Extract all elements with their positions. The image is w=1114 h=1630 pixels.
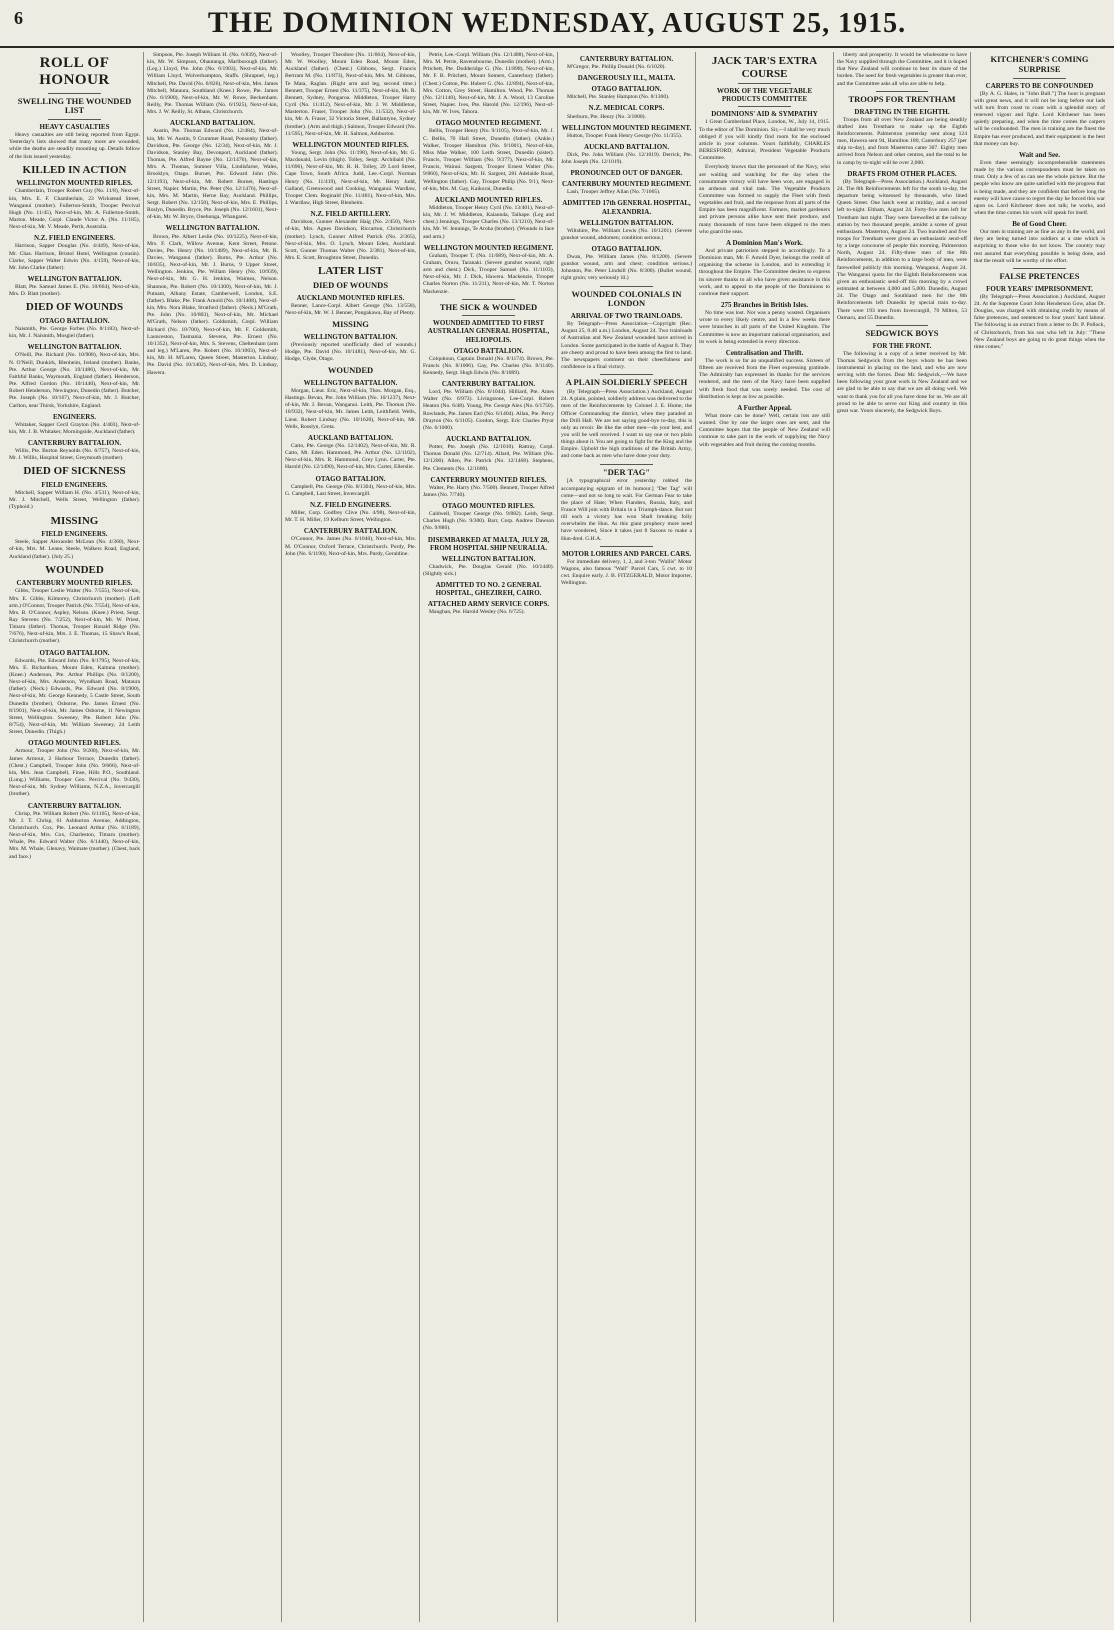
article-crosshead: A Dominion Man's Work.: [726, 238, 803, 247]
unit-heading: AUCKLAND MOUNTED RIFLES.: [434, 195, 543, 204]
page-number: 6: [14, 8, 23, 28]
casualty-entries: Sherburn, Pte. Henry (No. 3/1800).: [567, 113, 646, 120]
article-headline: A PLAIN SOLDIERLY SPEECH: [565, 377, 688, 388]
casualty-entries: Lash, Trooper Jeffrey Allan (No. 7/1065).: [567, 189, 661, 196]
unit-heading: ATTACHED ARMY SERVICE CORPS.: [427, 600, 550, 609]
masthead: [0, 0, 1114, 48]
divider: [600, 374, 652, 375]
column-6: [695, 52, 833, 1622]
column-1: [6, 52, 143, 1622]
casualty-entries: Dwan, Pte. William James (No. 8/1200). (Severe gunshot wound, arm and chest; condition serious.) Johnston, Pte. Peter Lindsill (No. 8/300). (Bullet wound, right groin; very seriously ill.): [561, 253, 692, 282]
casualty-entries: Willis, Pte. Burton Reynolds (No. 6/757), Next-of-kin, Mr. J. Willis, Hospital Street, Greymouth (mother).: [9, 448, 140, 462]
divider: [876, 91, 928, 92]
article-body: No time was lost. Nor was a penny wasted. Organisers wrote to every likely centre, and in a few weeks there were branches in all parts of the United Kingdom. The Committee is now an important national organisation, and its work is being extended in every direction.: [699, 310, 830, 345]
section-heading: KILLED IN ACTION: [22, 163, 127, 176]
article-body: [By A. G. Hales, in "John Bull."] The hour is pregnant with great news, and it will not be long before our lads will turn from coast to coast with a splendid story of renewed vigour and fight. Lord Kitchener has been quietly preparing, and when the time comes the carpers will be confounded. The men in training are the finest the Empire has ever produced, and their equipment is the best that money can buy.: [974, 90, 1105, 147]
divider: [600, 546, 652, 547]
unit-heading: AUCKLAND BATTALION.: [170, 119, 255, 128]
casualty-entries: Wiltshire, Pte. William Lewis (No. 10/1201). (Severe gunshot wound, abdomen; condition serious.): [561, 227, 692, 241]
unit-heading: CANTERBURY BATTALION.: [27, 439, 122, 448]
article-body: Everybody knows that the personnel of the Navy, who are waiting and watching for the day when the consummate victory will have been won, are engaged in an arduous and vital task. The Vegetable Products Committee was formed to supply the Fleet with fresh vegetables and fruit, and the response from all parts of the Empire has been magnificent. Farmers, market gardeners and private persons alike have sent their produce, and many thousands of tons have been shipped to the men who guard the seas.: [699, 164, 830, 235]
unit-heading: OTAGO BATTALION.: [453, 346, 524, 355]
casualty-entries: Austin, Pte. Thomas Edward (No. 12/484), Next-of-kin, Mr. W. Austin, 9 Crummer Road, Ponsonby (father). Davidson, Pte. George (No. 12/34), Next-of-kin, Mr. J. Davidson, Stanley Bay, Devonport, Auckland (father). Thomas, Pte. Alfred Bayne (No. 12/1476), Next-of-kin, Mrs. A. Thomas, Sumner Villa, Lindisfarne, Wales, Brooklyn, Otago. Burnet, Pte. Edward John (No. 12/1193), Next-of-kin, Mr. Robert Burnet, Hastings Street, Napier. Martin, Pte. Peter (No. 12/1476), Next-of-kin, Mrs. M. Martin, Herne Bay, Auckland. Phillips, Sergt. Robert (No. 12/150), Next-of-kin, Mrs. E. Phillips, Roslyn, Dunedin. Bryce, Pte. Joseph (No. 12/1601), Next-of-kin, Mr. W. Bryce, Onehunga, Whangarei.: [147, 128, 278, 221]
article-crosshead: DRAFTS FROM OTHER PLACES.: [847, 169, 957, 178]
article-headline: WOUNDED COLONIALS IN LONDON: [571, 288, 682, 309]
casualty-entries: Steele, Sapper Alexander McLean (No. 4/360), Next-of-kin, Mrs. M. Leane, Steele, Walkers Road, England, Auckland (father). (July 25.): [9, 539, 140, 560]
unit-heading: WELLINGTON BATTALION.: [303, 378, 398, 387]
section-heading: ADMITTED 17th GENERAL HOSPITAL, ALEXANDRIA.: [562, 199, 691, 216]
unit-heading: OTAGO BATTALION.: [591, 244, 662, 253]
article-crosshead: Centralisation and Thrift.: [725, 348, 804, 357]
unit-heading: CANTERBURY BATTALION.: [303, 527, 398, 536]
section-heading: MISSING: [332, 318, 369, 329]
unit-heading: FIELD ENGINEERS.: [41, 481, 108, 490]
unit-heading: CANTERBURY MOUNTED RIFLES.: [16, 579, 133, 588]
unit-heading: WELLINGTON BATTALION.: [441, 554, 536, 563]
advertisement-body: For immediate delivery, 1, 2, and 3-ton "Wallis" Motor Wagons, also famous "Wall" Parcel Cars, 5 cwt. to 10 cwt. Enquire early. J. B. FITZGERALD, Motor Importer, Wellington.: [561, 558, 692, 587]
casualty-entries: Gibbs, Trooper Leslie Walter (No. 7/555), Next-of-kin, Mrs. E. Gibbs, Kilmorey, Christchurch (mother). (Left arm.) O'Connor, Trooper Patrick (No. 7/554), Next-of-kin, Mrs. B. O'Connor, Aspley, Nelson. (Knee.) Priest, Sergt. Ray Stevens (No. 7/252), Next-of-kin, Mr. W. Priest, Timaru (father). Thomas, Trooper Ronald Ridge (No. 7/676), Next-of-kin, Mrs. J. E. Thomas, 15 Shaw's Road, Christchurch (mother).: [9, 588, 140, 645]
newspaper-name: THE DOMINION: [207, 6, 455, 39]
section-heading: THE SICK & WOUNDED: [439, 301, 538, 312]
unit-heading: ENGINEERS.: [53, 412, 96, 421]
unit-heading: OTAGO BATTALION.: [315, 474, 386, 483]
casualty-entries: Miller, Corp. Godfrey Clive (No. 4/98), Next-of-kin, Mr. T. H. Miller, 19 Kelburn Street, Wellington.: [285, 510, 416, 524]
divider: [462, 299, 514, 300]
article-subheadline: FOUR YEARS' IMPRISONMENT.: [986, 284, 1093, 293]
unit-heading: WELLINGTON BATTALION.: [303, 332, 398, 341]
article-body: Our men in training are as fine as any in the world, and they are being turned into soldiers at a rate which is surprising to those who do not know. The country may rest assured that everything possible is being done, and that the result will be worthy of the effort.: [974, 229, 1105, 264]
casualty-entries: Davidson, Gunner Alexander Haig (No. 2/450), Next-of-kin, Mrs. Agnes Davidson, Riccarton, Christchurch (mother). Lynch, Gunner Alfred Patrick (No. 2/365), Next-of-kin, Mrs. O. Lynch, Mount Eden, Auckland. Scott, Gunner Thomas Walter (No. 2/381), Next-of-kin, Mrs. E. Scott, Broughton Street, Dunedin.: [285, 219, 416, 261]
dateline: WEDNESDAY, AUGUST 25, 1915.: [461, 8, 907, 39]
article-body: The work is so far an unqualified success. Sixteen of fifteen are received from the Fleet expressing gratitude. The Admiralty has expressed its thanks for the services rendered, and the men of the Navy have been supplied with fresh food that was sorely needed. The cost of distribution is kept as low as possible.: [699, 357, 830, 400]
casualty-entries: Walter, Pte. Harry (No. 7/500). Bennett, Trooper Alfred James (No. 7/740).: [423, 484, 554, 498]
casualty-entries: Middleton, Trooper Henry Cyril (No. 13/401), Next-of-kin, Mr. J. W. Middleton, Kaiaunda, Taihape. (Leg and chest.) Jennings, Trooper Charles (No. 13/1210), Next-of-kin, Mr. W. Jennings, Te Aroha (brother). (Wounds in face and arm.): [423, 204, 554, 240]
column-5: [557, 52, 695, 1622]
section-heading: WOUNDED: [327, 365, 374, 376]
unit-heading: OTAGO MOUNTED REGIMENT.: [435, 119, 542, 128]
unit-heading: CANTERBURY BATTALION.: [579, 55, 674, 63]
unit-heading: AUCKLAND BATTALION.: [308, 433, 393, 442]
article-crosshead: Wait and See.: [1018, 150, 1061, 159]
unit-heading: WELLINGTON BATTALION.: [165, 224, 260, 233]
casualty-entries: Brown, Pte. Albert Leslie (No. 10/1225), Next-of-kin, Mrs. F. Clark, Willow Avenue, Kent Street, Petone. Davies, Pte. Henry (No. 10/1489), Next-of-kin, Mr. R. Davies, Wanganui (father). Burns, Pte. Arthur (No. 10/835), Next-of-kin, Mr. J. Burns, 9 Upper Street, Wellington. Jenkins, Pte. Willam Henry (No. 10/939), Next-of-kin, Mr. G. H. Jenkins, Waimea, Nelson. Shannon, Pte. Robert (No. 10/1300), Next-of-kin, Mr. J. Putnam, Albany Estate, Camberwell, London, S.E. (father). Blake, Pte. Frank Arnold (No. 10/1408), Next-of-kin, Mrs. Nora Blake, Stratford (father). (Neck.) M'Grath, Pte. John (No. 10/803), Next-of-kin, Mr. Michael M'Grath, Nelson (father). Goldsmith, Corpl. William Richard (No. 10/700), Next-of-kin, Mr. F. Goldsmith, Launceston, Tasmania. Stevens, Pte. Ernest (No. 10/1352), Next-of-kin, Mrs. S. Stevens, Cheltenham (arm and leg.) M'Laren, Pte. Robert (No. 10/1003), Next-of-kin, Mr. H. M'Laren, Queen Street, Masterton. Lindsay, Pte. David (No. 10/1402), Next-of-kin, Mrs. D. Lindsay, Hawera.: [147, 233, 278, 376]
casualty-entries: Potter, Pte. Joseph (No. 12/1010). Rattray, Corpl. Thomas Donald (No. 12/714). Allard, Pte. William (No. 12/1200). Allen, Pte. Patrick (No. 12/1468). Stephens, Pte. Clements (No. 12/1600).: [423, 444, 554, 472]
article-body: Even these seemingly incomprehensible statements made by the various correspondents must be taken on trust. Only a few of us can see the whole picture. But the people who know are quite satisfied with the progress that is being made, and they are confident that before long the enemy will have cause to regret the day he forced this war upon us. Lord Kitchener does not talk; he works, and when the time comes his work will speak for itself.: [974, 159, 1105, 216]
subheadline: SWELLING THE WOUNDED LIST: [17, 95, 132, 116]
divider: [1013, 78, 1065, 79]
unit-heading: WELLINGTON BATTALION.: [579, 218, 674, 227]
unit-heading: N.Z. FIELD ENGINEERS.: [33, 234, 116, 243]
casualty-entries: Edwards, Pte. Edward John (No. 8/1795), Next-of-kin, Mrs. E. Richardson, Mount Eden, Kaituna (mother). (Knee.) Anderson, Pte. Arthur Phillips (No. 8/1200), Next-of-kin, Mrs. Anderson, Wyndham Road, Mataura (father). (Neck.) Edwards, Pte. Edward (No. 8/1900), Next-of-kin, Mr. George Kennedy, 5 Castle Street, South Dunedin (brother). Osborne, Pte. James Ernest (No. 8/1901), Next-of-kin, Mr. James Osborne, 11 Newington Street, Wellington. Sweeney, Pte. Robert John (No. 8/754), Next-of-kin, Mr. William Sweeney, 24 Leith Street, Dunedin. (Thigh.): [9, 657, 140, 736]
unit-heading: CANTERBURY MOUNTED RIFLES.: [430, 475, 547, 484]
casualty-entries: Chamberlain, Trooper Robert Guy (No. 11/8), Next-of-kin, Mrs. E. F. Chamberlain, 23 Wickstead Street, Wanganui (mother). Fullerton-Smith, Trooper Percival Hugh (No. 11/45), Next-of-kin, Mr. A. Fullerton-Smith, Marton. Meade, Corpl. Claude Victor A. (No. 11/185), Next-of-kin, Mr. V. Meade, Perth, Australia.: [9, 188, 140, 231]
unit-heading: OTAGO BATTALION.: [591, 85, 662, 94]
divider: [48, 93, 100, 94]
casualty-entries: Chadwick, Pte. Douglas Gerald (No. 10/1440). (Slightly sick.): [423, 563, 554, 577]
casualty-entries: Young, Sergt. John (No. 11/198), Next-of-kin, Mr. G. Macdonald, Levin (thigh). Tolley, Sergt. Archibald (No. 11/696), Next-of-kin, Mr. R. H. Tolley, 29 Lord Street, Cape Town, South Africa. Judd, Lee.-Corpl. Norman Henry (No. 11/419), Next-of-kin, Mr. Henry Judd, Galland, Greenwood and Cooking, Wanganui. Wardlaw, Trooper Clem. Reginald (No. 11/481), Next-of-kin, Mrs. J. Wardlaw, High Street, Blenheim.: [285, 149, 416, 207]
casualty-entries: Chrisp, Pte. William Robert (No. 6/1165), Next-of-kin, Mr. J. T. Chrisp, 61 Ashburton Avenue, Addington, Christchurch. Cox, Pte. Leonard Arthur (No. 6/1189), Next-of-kin, Mrs. Cox, Charleston, Timaru (mother). Whale, Pte. Edward Walter (No. 6/1440), Next-of-kin, Mrs. M. Whale, Glenavy, Waimate (mother). (Chest, back and face.): [9, 810, 140, 860]
casualty-entries: Petrie, Lee.-Corpl. William (No. 12/1488), Next-of-kin, Mrs. M. Petrie, Ravensbourne, Dunedin (mother). (Arm.) Pritchett, Pte. Dodderidge G. (No. 11/898), Next-of-kin, Mr. F. B. Pritchett, Mount Somers, Canterbury (father). (Chest.) Cotton, Pte. Hubert G. (No. 12/894), Next-of-kin, Mrs. Cotton, Grey Street, Hamilton. Wood, Pte. Thomas (No. 12/1140), Next-of-kin, Mr. J. A. Wood, 13 Caroline Street, Napier. Ives, Pte. Harold (No. 12/196), Next-of-kin, Mr. W. Ives, Tahora.: [423, 52, 554, 116]
section-heading: DIED OF WOUNDS: [312, 279, 389, 290]
divider: [600, 286, 652, 287]
section-heading: LATER LIST: [318, 265, 383, 278]
unit-heading: WELLINGTON BATTALION.: [27, 275, 122, 283]
unit-heading: N.Z. FIELD ENGINEERS.: [309, 500, 392, 509]
article-body: The following is a copy of a letter received by Mr. Thomas Sedgwick from the boys whom he has been instrumental in placing on the land, and who are now serving with the forces. Dear Mr. Sedgwick,—We have been following your great work in New Zealand and we are glad to be able to say that we are all doing well. We want to thank you for all you have done for us. We are all proud to be able to serve our King and country in this great war. Yours sincerely, the Sedgwick Boys.: [837, 350, 967, 414]
casualty-entries: Harrison, Sapper Douglas (No. 4/449), Next-of-kin, Mr. Chas. Harrison, Bristol Hotel, Wellington (cousin). Clarke, Sapper Walter Edwin (No. 4/159), Next-of-kin, Mr. John Clarke (father).: [9, 243, 140, 271]
unit-heading: N.Z. MEDICAL CORPS.: [588, 104, 665, 113]
unit-heading: AUCKLAND BATTALION.: [584, 142, 669, 151]
article-subheadline: CARPERS TO BE CONFOUNDED: [985, 81, 1094, 90]
columns: [6, 52, 1108, 1622]
article-headline: TROOPS FOR TRENTHAM: [848, 93, 956, 104]
unit-heading: WELLINGTON BATTALION.: [27, 343, 122, 352]
unit-heading: AUCKLAND BATTALION.: [446, 435, 531, 444]
article-subheadline: ARRIVAL OF TWO TRAINLOADS.: [570, 312, 683, 321]
casualty-entries: Blatt, Pte. Samuel James E. (No. 10/664), Next-of-kin, Mrs. D. Blatt (mother).: [9, 284, 140, 298]
unit-heading: OTAGO MOUNTED RIFLES.: [442, 502, 535, 511]
unit-heading: OTAGO BATTALION.: [39, 648, 110, 657]
section-heading: WOUNDED: [45, 563, 104, 576]
unit-heading: WELLINGTON MOUNTED RIFLES.: [292, 140, 409, 149]
casualty-entries: Campbell, Pte. George (No. 8/1304), Next-of-kin, Mrs. G. Campbell, Last Street, Invercargill.: [285, 483, 416, 497]
paragraph: Heavy casualties are still being reported from Egypt. Yesterday's lists showed that many more are wounded, while the deaths are steadily mounting up. Details follow of the lists issued yesterday.: [9, 132, 140, 160]
casualty-entries: Mitchell, Sapper William H. (No. 4/531), Next-of-kin, Mr. J. Mitchell, Wells Street, Wellington (father). (Typhoid.): [9, 490, 140, 511]
casualty-entries: Graham, Trooper T. (No. 11/689), Next-of-kin, Mr. A. Graham, Oruru, Taranaki. (Severe gunshot wound, right arm and chest.) Dick, Trooper Samuel (No. 11/1103), Next-of-kin, Mr. J. Dick, Hawera. Mackenzie, Trooper Charles Norton (No. 11/211), Next-of-kin, Mr. T. Norton Mackenzie.: [423, 252, 554, 295]
casualty-entries: Catto, Pte. George (No. 12/1402), Next-of-kin, Mr. R. Catto, Mt. Eden. Hammond, Pte. Arthur (No. 12/1102), Next-of-kin, Mrs. R. Hammond, Grey Lynn. Carter, Pte. Harold (No. 12/1490), Next-of-kin, Mrs. Carter, Ellerslie.: [285, 443, 416, 471]
casualty-entries: Naismith, Pte. George Forbes (No. 8/1183), Next-of-kin, Mr. J. Naismith, Mosgiel (father).: [9, 326, 140, 340]
divider: [48, 119, 100, 120]
article-crosshead: A Further Appeal.: [737, 403, 792, 412]
casualty-entries: O'Neill, Pte. Richard (No. 10/908), Next-of-kin, Mrs. N. O'Neill, Dunkirk, Blenheim, Ireland (mother). Banks, Pte. Arthur George (No. 10/1486), Next-of-kin, Mr. Faithful Banks, Waymouth, England (father). Henderson, Pte. Alfred Gordon (No. 10/1440), Next-of-kin, Mr. Robert Henderson, Newington, Dunedin (father). Butcher, Pte. Joseph (No. 10/167), Next-of-kin, Mr. J. Butcher, Carlton, near Thirsk, Yorkshire, England.: [9, 352, 140, 409]
divider: [738, 106, 790, 107]
article-subheadline: DOMINIONS' AID & SYMPATHY: [711, 110, 818, 119]
article-headline: FALSE PRETENCES: [999, 270, 1080, 281]
casualty-entries: Benner, Lance-Corpl. Albert George (No. 13/558), Next-of-kin, Mr. W. J. Benner, Pongakawa, Bay of Plenty.: [285, 302, 416, 316]
unit-heading: DISEMBARKED AT MALTA, JULY 28, FROM HOSPITAL SHIP NEURALIA.: [427, 535, 550, 552]
section-heading: PRONOUNCED OUT OF DANGER.: [570, 169, 683, 178]
subheadline: HEAVY CASUALTIES: [39, 123, 110, 132]
section-heading: DIED OF WOUNDS: [25, 301, 124, 314]
casualty-entries: Simpson, Pte. Joseph William H. (No. 6/839), Next-of-kin, Mr. W. Simpson, Ohautanga, Marlborough (father). (Leg.) Lloyd, Pte. John (No. 6/1903), Next-of-kin, Mr. William Lloyd, Wolverhampton, Staffs. (Shrapnel, leg.) Mitchell, Pte. David (No. 6/826), Next-of-kin, Mrs. James Mitchell, Mataura, Southland (Knee.) Rowe, Pte. James (No. 6/1900), Next-of-kin, Mr. W. Rowe, Beckenham. Reilly, Pte. Thomas William (No. 6/1925), Next-of-kin, Mrs. J. W. Reilly, St. Albans, Christchurch.: [147, 52, 278, 116]
divider: [876, 325, 928, 326]
article-headline: "DER TAG": [602, 466, 651, 477]
masthead-title: [0, 6, 1114, 40]
casualty-entries: Colquhoun, Captain Donald (No. 8/1174). Brown, Pte. Francis (No. 8/1006). Gay, Pte. Charles (No. 8/1140). Kennedy, Sergt. Hugh Edwin (No. 8/1089).: [423, 355, 554, 376]
article-body: liberty and prosperity. It would be wholesome to have the Navy supplied through the Committee, and it is hoped that New Zealand will continue to bear its share of the burden. The need for fresh vegetables is greater than ever, and the Committee asks all who are able to help.: [837, 52, 967, 87]
article-body: (By Telegraph—Press Association.) Auckland, August 24. At the Supreme Court John Henderson Gow, alias Dr. Douglas, was charged with obtaining credit by means of false pretences, and sentenced to four years' hard labour. The following is an extract from a letter to Dr. P. Pollock, of Christchurch, from his son who left in July: "These New Zealand boys are going to do great things when the time comes.": [974, 293, 1105, 350]
article-body: (By Telegraph—Press Association.) Auckland, August 24. A plain, pointed, soldierly address was delivered to the men of the Reinforcements by Colonel J. E. Hume, the Officer Commanding the district, when they paraded at the Drill Hall. We are not saying good-bye to-day, this is only au revoir. Be like the other men—do your best, and you will be well received. I want to say one or two plain things about it. You are going to fight for the King and the Empire. Uphold the high traditions of the British Army, and come back as men who have done your duty.: [561, 389, 692, 460]
article-subheadline: DRAFTING IN THE EIGHTH.: [854, 107, 950, 116]
unit-heading: WELLINGTON MOUNTED REGIMENT.: [423, 243, 554, 252]
casualty-entries: Lord, Pte. William (No. 6/1044). Hilliard, Pte. Ames Walter (No. 6/973). Livingstone, Lee-Corpl. Robert Heaton (No. 6/48). Young, Pte. George Alex (No. 6/1750). Rowlands, Pte. James Earl (No. 6/1404). Allan, Pte. Percy Drayton (No. 6/1105). Gordon, Sergt. Eric Charles Pryor (No. 6/1000).: [423, 389, 554, 431]
article-headline: JACK TAR'S EXTRA COURSE: [711, 55, 818, 80]
column-8: [970, 52, 1108, 1622]
article-body: (By Telegraph—Press Association.) Auckland, August 24. The 8th Reinforcements left for the south to-day, the departure being witnessed by thousands, who lined Queen Street. One hatch went at midday, and a second left to-night. Eltham, August 24. Forty-five men left for Trentham last night. They were farewelled at the railway station by two thousand people, amidst a scene of great enthusiasm. Masterton, August 24. Two hundred and five troops for Trentham were given an enthusiastic send-off by a large concourse of people this morning. Palmerston North, August 24. Fifty-three men of the 8th Reinforcements, in addition to a large body of men, were farewelled publicly this morning. Wanganui, August 24. The Wanganui quota for the Eighth Reinforcements was given an enthusiastic send-off this morning by a crowd estimated at between 4,000 and 5,000. Dunedin, August 24. The Otago and Southland men for the 8th Reinforcements left Dunedin by special train to-day. There were 193 men from Invercargill, 70 Milton, 53 Oamaru, and 55 Dunedin.: [837, 178, 967, 321]
casualty-entries: (Previously reported unofficially died of wounds.) Hodge, Pte. David (No. 10/1481), Next-of-kin, Mr. G. Hodge, Clyde, Otago.: [285, 341, 416, 363]
column-2: [143, 52, 281, 1622]
article-body: Troops from all over New Zealand are being steadily drafted into Trentham to make up the Eighth Reinforcements. Palmerston yesterday sent along 124 men, Hawera sent 94, Hamilton 180, Canterbury 257 (per ship to-day), and from Masterton came 307. Eighty men arrived from Nelson and other centres, and the total to be in camp by to-night will be over 2,000.: [837, 116, 967, 166]
section-heading: MISSING: [50, 514, 99, 527]
unit-heading: WOUNDED ADMITTED TO FIRST AUSTRALIAN GENERAL HOSPITAL, HELIOPOLIS.: [427, 319, 550, 344]
divider: [738, 83, 790, 84]
article-crosshead: Be of Good Cheer.: [1012, 220, 1067, 229]
casualty-entries: Morgan, Lieut. Eric, Next-of-kin, Thos. Morgan, Esq., Hastings. Bevan, Pte. John William (No. 10/1237), Next-of-kin, Mr. J. Bevan, Wanganui. Leith, Pte. Thomas (No. 10/932), Next-of-kin, Mr. James Leith, Leithfield. Wells, Lieut. Robert Lindsay (No. 10/1620), Next-of-kin, Mr. Wells, Rosslyn, Greta.: [285, 388, 416, 430]
article-headline: KITCHENER'S COMING SURPRISE: [990, 54, 1089, 74]
unit-heading: OTAGO MOUNTED RIFLES.: [28, 739, 121, 748]
casualty-entries: O'Connor, Pte. James (No. 6/1040), Next-of-kin, Mrs. M. O'Connor, Oxford Terrace, Christchurch. Purdy, Pte. John (No. 6/1190), Next-of-kin, Mrs. Purdy, Geraldine.: [285, 536, 416, 557]
column-3: [281, 52, 419, 1622]
casualty-entries: Dick, Pte. John William (No. 12/1019). Derrick, Pte. John Joseph (No. 12/1019).: [561, 151, 692, 166]
casualty-entries: Maughan, Pte. Harold Wesley (No. 6/725).: [429, 609, 525, 616]
article-body: 1 Great Cumberland Place, London, W., July 14, 1915. To the editor of The Dominion. Sir,—I shall be very much obliged if you will kindly find room for the enclosed article in your columns. Yours faithfully, CHARLES BERESFORD, Admiral, President Vegetable Products Committee.: [699, 119, 830, 162]
headline: ROLL OF HONOUR: [39, 55, 110, 89]
unit-heading: ADMITTED TO NO. 2 GENERAL HOSPITAL, GHEZIREH, CAIRO.: [435, 581, 542, 598]
unit-heading: CANTERBURY BATTALION.: [27, 801, 122, 810]
casualty-entries: Bellis, Trooper Henry (No. 9/1105), Next-of-kin, Mr. J. C. Bellis, 70 Hall Street, Dunedin (father). (Ankle.) Walker, Trooper Hamilton (No. 9/1001), Next-of-kin, Miss Mae Walker, 100 Leith Street, Dunedin (sister). Francis, Trooper William (No. 9/377), Next-of-kin, Mr. Francis, Wainui. Sargent, Trooper Ernest Walter (No. 9/860), Next-of-kin, Mr. H. Sargent, 281 Adelaide Road, Wellington (father). Gay, Trooper Philip (No. 9/1), Next-of-kin, Mrs. M. Gay, Kaikorai, Dunedin.: [423, 128, 554, 192]
unit-heading: WELLINGTON MOUNTED REGIMENT.: [561, 123, 692, 132]
casualty-entries: Woolley, Trooper Theodore (No. 11/664), Next-of-kin, Mr. W. Woolley, Mount Eden Road, Mount Eden, Auckland (father). (Chest.) Gibbons, Sergt. Francis Bertram M. (No. 11/873), Next-of-kin, Mrs. M. Gibbons, Te Mata, Raglan. (Right arm and leg, second time.) Bennett, Trooper Ernest (No. 11/375), Next-of-kin, Mr. R. Bennett, Sydney, Pongaroa. Middleton, Trooper Harry Cyril (No. 11/412), Next-of-kin, Mr. J. W. Middleton, Masterton. Fraser, Trooper John (No. 11/532), Next-of-kin, Mr. A. Fraser, 32 Victoria Street, Ballantyne, Sydney (brother). (Arm and thigh.) Salmon, Trooper Edward (No. 11/595), Next-of-kin, Mr. H. Salmon, Ashburton.: [285, 52, 416, 137]
unit-heading: CANTERBURY MOUNTED REGIMENT.: [561, 180, 692, 189]
article-crosshead: 275 Branches in British Isles.: [721, 301, 808, 310]
column-4: [419, 52, 557, 1622]
article-body: By Telegraph—Press Association—Copyright (Rec. August 25, 0.40 a.m.) London, August 24. Two trainloads of Australian and New Zealand wounded have arrived in London. Some participated in the battle of August 8. They are cheery and proud to have been among the first to land. The newspapers comment on their cheerfulness and confidence in a final victory.: [561, 321, 692, 371]
article-subheadline: FOR THE FRONT.: [872, 341, 932, 350]
article-body: And private patriotism stepped in accordingly. To a Dominion man, Mr. F. Arnold Dyer, belongs the credit of organising the scheme in London, and in extending it throughout the Empire. The Committee desires to express its sincere thanks to all who have given assistance in this work, and to appeal to the people of the Dominions to continue their support.: [699, 247, 830, 297]
casualty-entries: Armour, Trooper John (No. 9/200), Next-of-kin, Mr. James Armour, 2 Harbour Terrace, Dunedin (father). (Chest.) Campbell, Trooper John (No. 9/666), Next-of-kin, Mrs. Jean Campbell, Finse, Hills P.O., Southland. (Lung.) Williams, Trooper Geo. Percival (No. 9/430), Next-of-kin, Mr. Sydney Williams, N.Z.A., Invercargill (brother).: [9, 748, 140, 798]
unit-heading: AUCKLAND MOUNTED RIFLES.: [296, 293, 405, 302]
casualty-entries: Mitchell, Pte. Stanley Hampton (No. 8/1300).: [567, 94, 670, 101]
divider: [600, 464, 652, 465]
article-body: [A typographical error yesterday robbed the accompanying epigram of its humour.] "Der Tag" will come—and not so long to wait. For German Fear to take the place of Hate; When Flanders, Russia, Italy, and France Will join with Britain in a Triumph-dance. But not till each a victory has won Shall breaking folly overwhelm the Hun. As this giant prophecy more need have wondered, Since it takes just 8 Saxons to make a Hun-dred. G.H.A.: [561, 478, 692, 542]
section-heading: DIED OF SICKNESS: [23, 465, 126, 478]
divider: [1013, 268, 1065, 269]
article-subheadline: WORK OF THE VEGETABLE PRODUCTS COMMITTEE: [716, 87, 813, 104]
casualty-entries: Hutton, Trooper Frank Henry George (No. 11/355).: [567, 132, 683, 139]
divider: [462, 315, 514, 316]
unit-heading: WELLINGTON MOUNTED RIFLES.: [16, 179, 133, 188]
section-heading: DANGEROUSLY ILL, MALTA.: [577, 74, 676, 83]
advertisement-title: MOTOR LORRIES AND PARCEL CARS.: [561, 549, 692, 558]
article-body: What more can be done? Well, certain lots are still wanted. One by one the larger ones are sent, and the Committee hopes that the people of New Zealand will continue to take part in the work of supplying the Navy with vegetables and fruit during the coming months.: [699, 412, 830, 448]
unit-heading: N.Z. FIELD ARTILLERY.: [310, 210, 391, 219]
casualty-entries: Caldwell, Trooper George (No. 9/882). Leith, Sergt. Charles Hugh (No. 9/300). Barr, Corp. Andrew Dawson (No. 9/880).: [423, 511, 554, 532]
casualty-entries: M'Gregor, Pte. Phillip Donald (No. 6/1020).: [567, 64, 666, 71]
unit-heading: CANTERBURY BATTALION.: [441, 380, 536, 389]
unit-heading: FIELD ENGINEERS.: [41, 530, 108, 539]
unit-heading: OTAGO BATTALION.: [39, 317, 110, 325]
article-headline: SEDGWICK BOYS: [865, 327, 939, 338]
column-7: [833, 52, 970, 1622]
casualty-entries: Whitaker, Sapper Cecil Grayton (No. 4/403), Next-of-kin, Mr. J. B. Whitaker, Morningside, Auckland (father).: [9, 421, 140, 435]
